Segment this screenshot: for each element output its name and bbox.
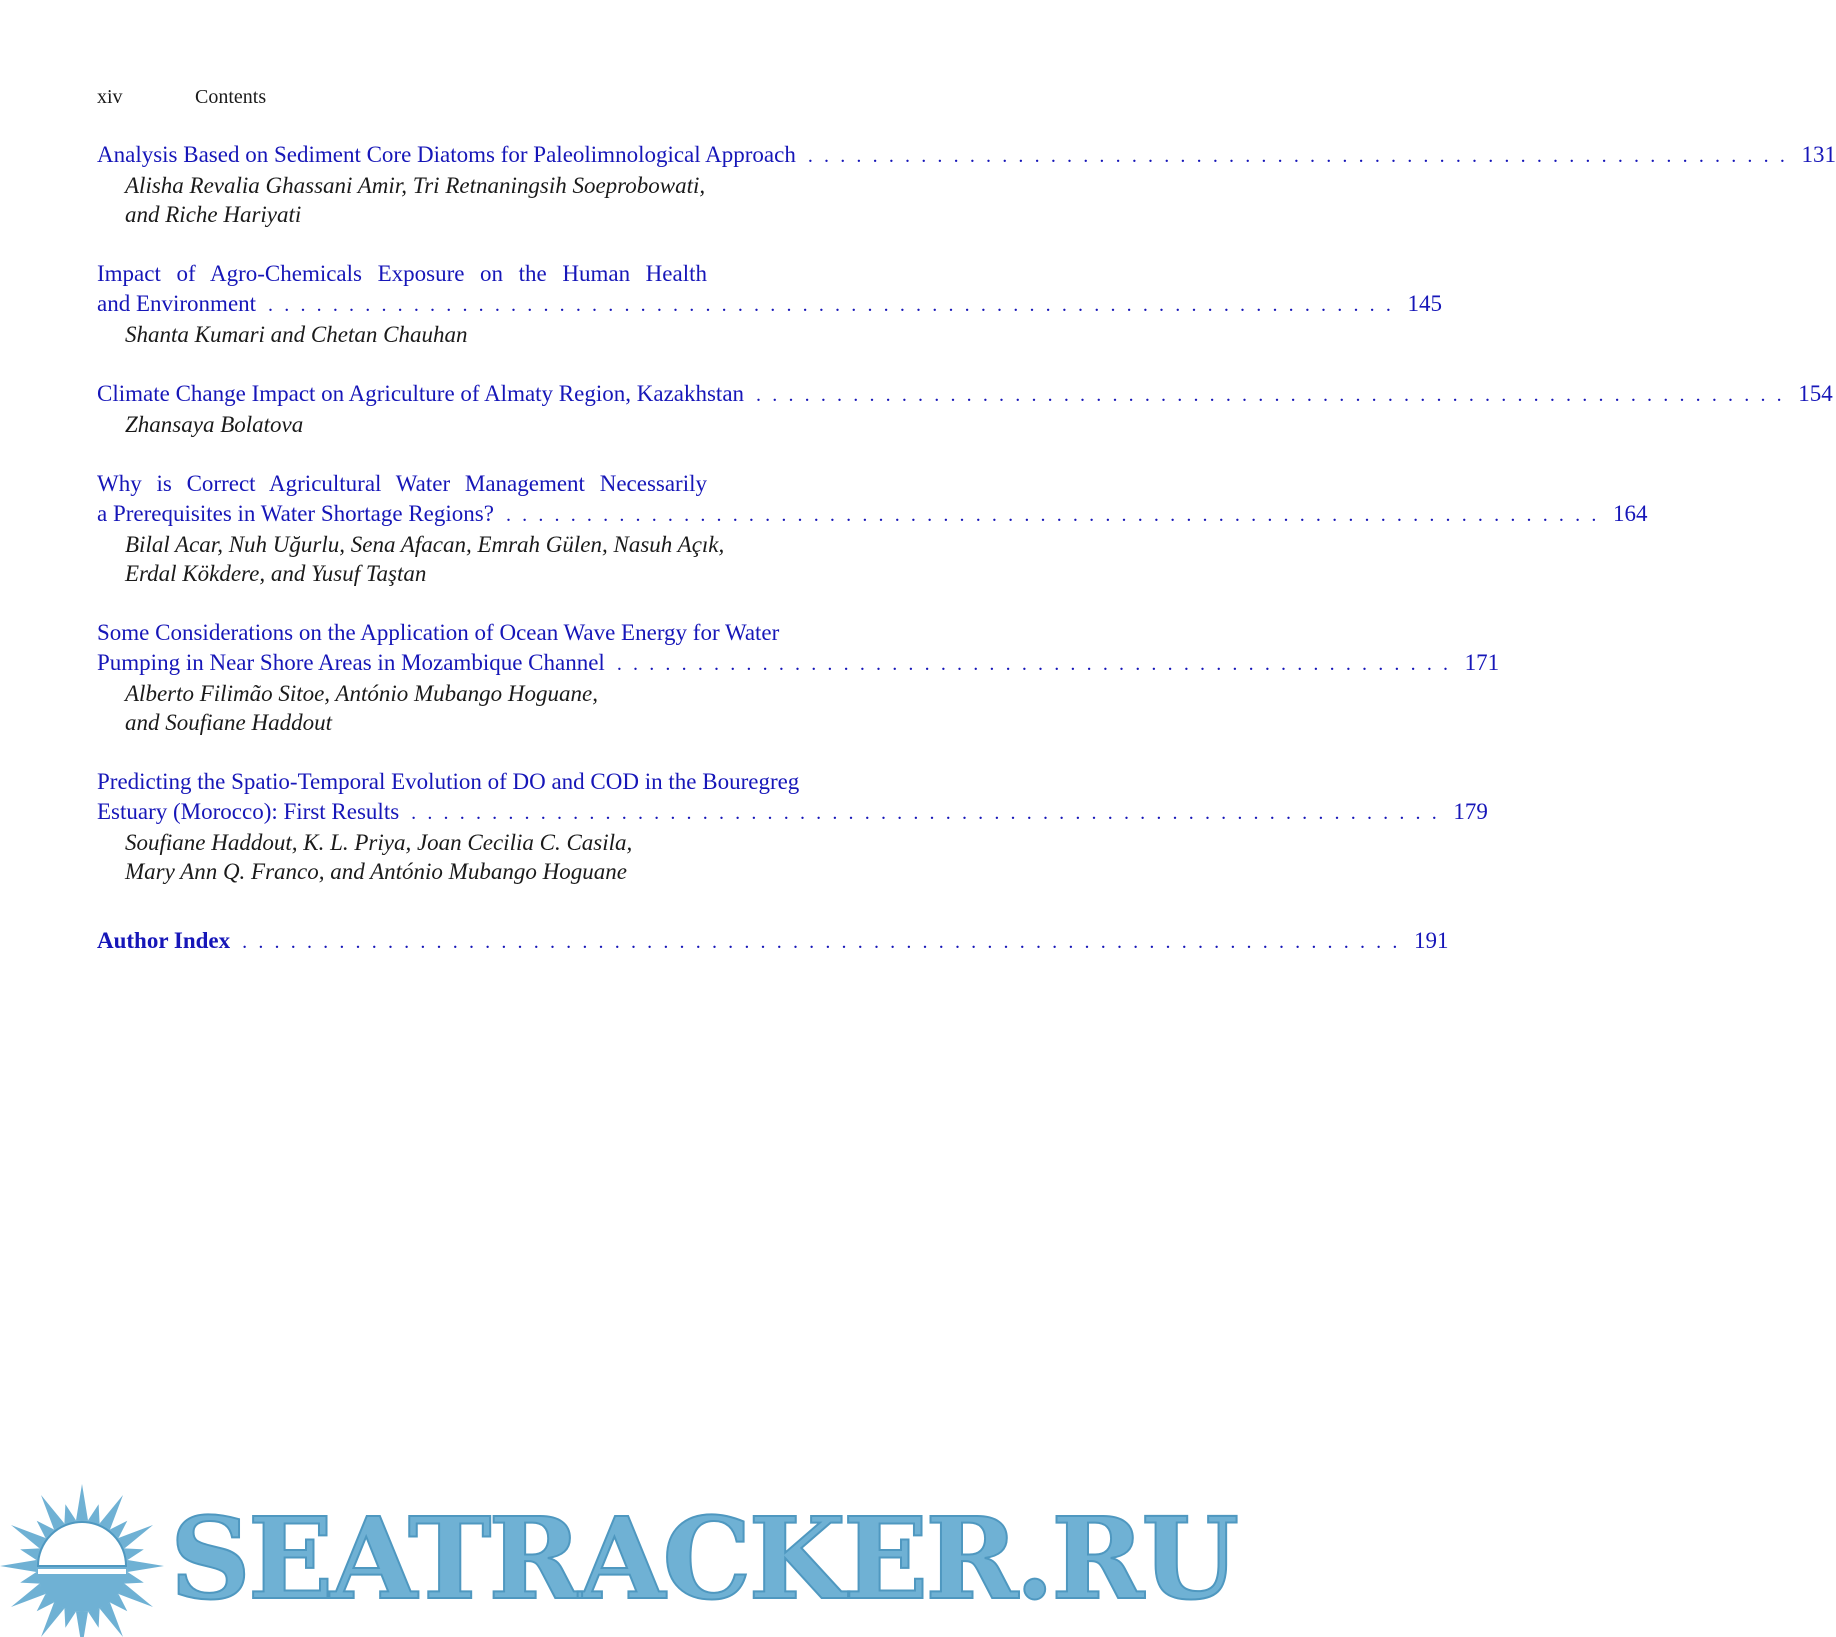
- toc-entry-title: Pumping in Near Shore Areas in Mozambique Channel: [97, 650, 605, 675]
- toc-entry-title-link[interactable]: Why is Correct Agricultural Water Management Necessarily: [97, 471, 707, 496]
- sun-ray: [41, 1495, 64, 1530]
- author-index-label: Author Index: [97, 928, 231, 953]
- toc-entry-title: Climate Change Impact on Agriculture of Almaty Region, Kazakhstan: [97, 381, 745, 406]
- toc-entry: [97, 140, 1836, 229]
- toc-entry-authors: [97, 171, 957, 229]
- sun-ray: [128, 1560, 164, 1572]
- table-of-contents: [97, 140, 1836, 987]
- author-line: Bilal Acar, Nuh Uğurlu, Sena Afacan, Emrah Gülen, Nasuh Açık,: [125, 532, 725, 557]
- author-line: Alisha Revalia Ghassani Amir, Tri Retnaningsih Soeprobowati,: [125, 173, 706, 198]
- sun-ray: [64, 1609, 76, 1628]
- sun-ray: [88, 1609, 100, 1628]
- toc-entry-page: 145: [1407, 291, 1442, 316]
- toc-entry: [97, 379, 1833, 439]
- toc-entry-title-link[interactable]: [97, 648, 1500, 679]
- leader-dots: . . . . . . . . . . . . . . . . . . . . . . . . . . . . . . . . . . . . . . . . . . . . . . . . . . . . . . . . . . . . . . . .: [756, 384, 1785, 406]
- author-line: Soufiane Haddout, K. L. Priya, Joan Cecilia C. Casila,: [125, 830, 633, 855]
- toc-entry-page: 154: [1798, 381, 1833, 406]
- toc-entry-title: and Environment: [97, 291, 257, 316]
- sun-ray: [119, 1525, 154, 1548]
- sun-ray: [125, 1572, 144, 1584]
- author-line: Mary Ann Q. Franco, and António Mubango Hoguane: [125, 859, 627, 884]
- leader-dots: . . . . . . . . . . . . . . . . . . . . . . . . . . . . . . . . . . . . . . . . . . . . . . . . . . . .: [616, 653, 1452, 675]
- toc-entry-page: 131: [1801, 142, 1836, 167]
- sun-ray: [88, 1504, 100, 1523]
- author-line: and Soufiane Haddout: [125, 710, 332, 735]
- toc-entry-page: 171: [1464, 650, 1500, 675]
- sun-ray: [125, 1548, 144, 1560]
- toc-entry-title: Predicting the Spatio-Temporal Evolution of DO and COD in the Bouregreg: [97, 769, 800, 794]
- toc-entry: [97, 259, 1442, 349]
- sun-ray: [11, 1525, 46, 1548]
- author-index-entry: [97, 926, 1449, 957]
- author-index-page: 191: [1413, 928, 1449, 953]
- sun-ray: [76, 1612, 88, 1637]
- toc-entry: [97, 618, 1500, 737]
- sun-ray: [100, 1603, 123, 1637]
- sun-ray: [41, 1603, 64, 1637]
- toc-entry-authors: [97, 828, 957, 886]
- toc-entry-title-link[interactable]: [97, 767, 957, 797]
- sun-ray: [64, 1504, 76, 1523]
- sun-ray: [0, 1560, 36, 1572]
- sun-ray: [11, 1584, 46, 1607]
- sun-ray: [100, 1495, 123, 1530]
- running-header: [97, 86, 266, 109]
- toc-entry-title-link[interactable]: [97, 379, 1833, 410]
- leader-dots: . . . . . . . . . . . . . . . . . . . . . . . . . . . . . . . . . . . . . . . . . . . . . . . . . . . . . . . . . . . . . . . . . . . . . . . .: [242, 931, 1401, 953]
- toc-entry: [97, 767, 1488, 886]
- author-line: and Riche Hariyati: [125, 202, 302, 227]
- toc-entry-authors: [97, 679, 957, 737]
- leader-dots: . . . . . . . . . . . . . . . . . . . . . . . . . . . . . . . . . . . . . . . . . . . . . . . . . . . . . . . . . . . . . . . .: [411, 802, 1440, 824]
- sun-icon: [0, 1484, 164, 1637]
- author-line: Alberto Filimão Sitoe, António Mubango Hoguane,: [125, 681, 598, 706]
- author-line: Erdal Kökdere, and Yusuf Taştan: [125, 561, 427, 586]
- toc-entry-title-link[interactable]: [97, 618, 957, 648]
- toc-entry-authors: [97, 320, 957, 349]
- toc-entry-title-link[interactable]: [97, 289, 1442, 320]
- watermark-text: SEATRACKER.RU: [170, 1494, 1237, 1625]
- header-page-number: xiv: [97, 86, 123, 108]
- toc-entry-authors: [97, 530, 957, 588]
- toc-entry-title: Analysis Based on Sediment Core Diatoms for Paleolimnological Approach: [97, 142, 796, 167]
- sun-ray: [119, 1584, 154, 1607]
- toc-entry-title-link[interactable]: Impact of Agro-Chemicals Exposure on the Human Health: [97, 261, 707, 286]
- author-line: Zhansaya Bolatova: [125, 412, 304, 437]
- leader-dots: . . . . . . . . . . . . . . . . . . . . . . . . . . . . . . . . . . . . . . . . . . . . . . . . . . . . . . . . . . . . . . . . . . . . . .: [268, 294, 1394, 316]
- author-index-link[interactable]: [97, 926, 1449, 957]
- sun-ray: [20, 1572, 39, 1584]
- toc-entry-page: 164: [1612, 501, 1648, 526]
- leader-dots: . . . . . . . . . . . . . . . . . . . . . . . . . . . . . . . . . . . . . . . . . . . . . . . . . . . . . . . . . . . . .: [807, 145, 1788, 167]
- toc-entry-title-link[interactable]: [97, 797, 1488, 828]
- leader-dots: . . . . . . . . . . . . . . . . . . . . . . . . . . . . . . . . . . . . . . . . . . . . . . . . . . . . . . . . . . . . . . . . . . . .: [505, 504, 1600, 526]
- author-line: Shanta Kumari and Chetan Chauhan: [125, 322, 468, 347]
- header-running-title: Contents: [195, 86, 267, 108]
- toc-entry-page: 179: [1453, 799, 1488, 824]
- toc-entry-title: Estuary (Morocco): First Results: [97, 799, 400, 824]
- toc-entry: [97, 469, 1648, 588]
- sun-ray: [76, 1484, 88, 1520]
- toc-entry-title: a Prerequisites in Water Shortage Regions?: [97, 501, 494, 526]
- toc-entry-authors: [97, 410, 957, 439]
- toc-entry-title: Some Considerations on the Application of Ocean Wave Energy for Water: [97, 620, 780, 645]
- toc-entry-title-link[interactable]: [97, 140, 1836, 171]
- toc-entry-title-link[interactable]: [97, 499, 1648, 530]
- sun-ray: [20, 1548, 39, 1560]
